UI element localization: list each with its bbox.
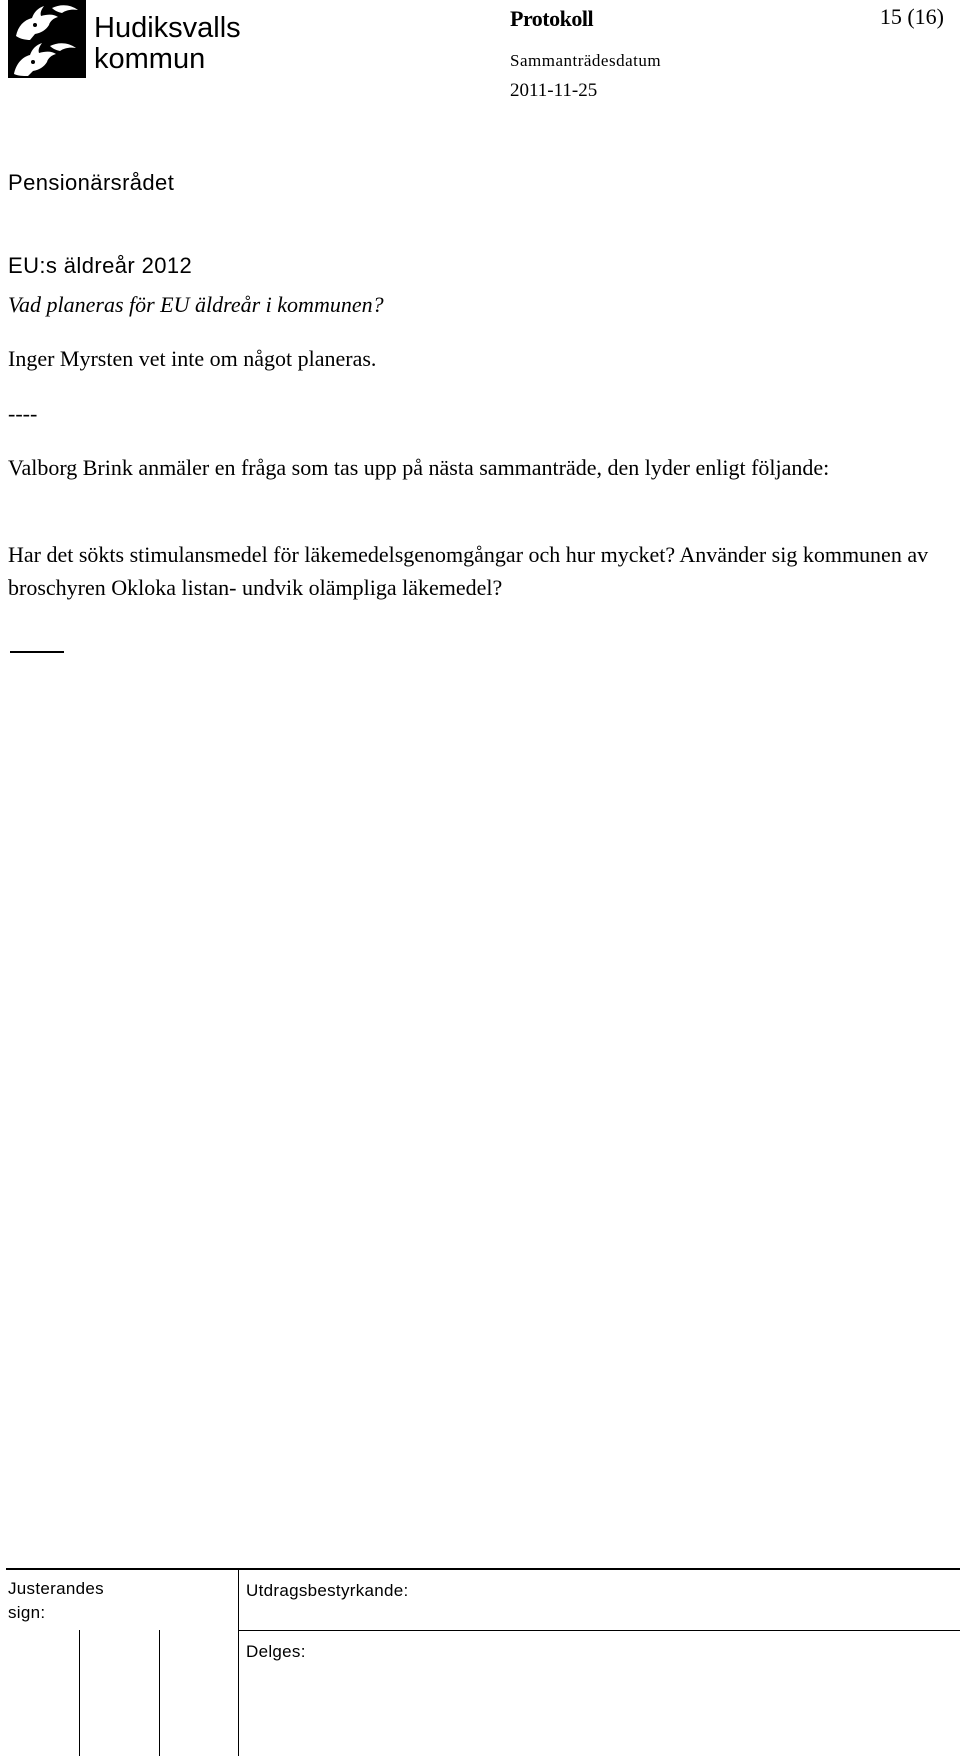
page-number: 15 (16): [879, 4, 944, 29]
organization-name-line2: kommun: [94, 43, 206, 75]
organization-name: [94, 13, 241, 75]
sign-label: sign:: [8, 1603, 46, 1622]
signature-footer: [6, 1568, 960, 1756]
delges-label: Delges:: [246, 1642, 306, 1661]
answer-text: Inger Myrsten vet inte om något planeras.: [8, 346, 377, 371]
hudiksvall-goats-logo-icon: [8, 0, 86, 78]
organization-name-line1: Hudiksvalls: [94, 12, 241, 44]
signature-box-divider-1: [79, 1630, 80, 1756]
footer-divider: [238, 1570, 239, 1756]
meeting-date: 2011-11-25: [510, 80, 598, 101]
intro-paragraph: Valborg Brink anmäler en fråga som tas upp på nästa sammanträde, den lyder enligt följande:: [8, 455, 830, 480]
footer-row-divider: [238, 1630, 960, 1631]
separator-text: ----: [8, 401, 38, 426]
signature-box-divider-2: [159, 1630, 160, 1756]
meeting-date-label: Sammanträdesdatum: [510, 51, 662, 70]
document-type: Protokoll: [510, 6, 594, 31]
justerandes-label: Justerandes: [8, 1579, 104, 1598]
question-paragraph: Har det sökts stimulansmedel för läkemedelsgenomgångar och hur mycket? Använder sig kommunen av broschyren Okloka listan- undvik olämpliga läkemedel?: [8, 542, 929, 600]
utdragsbestyrkande-label: Utdragsbestyrkande:: [246, 1581, 409, 1600]
question-text: Vad planeras för EU äldreår i kommunen?: [8, 292, 384, 317]
committee-name: Pensionärsrådet: [8, 170, 175, 195]
section-heading: EU:s äldreår 2012: [8, 253, 193, 278]
municipality-logo: [8, 0, 248, 78]
closing-rule: [10, 651, 64, 653]
